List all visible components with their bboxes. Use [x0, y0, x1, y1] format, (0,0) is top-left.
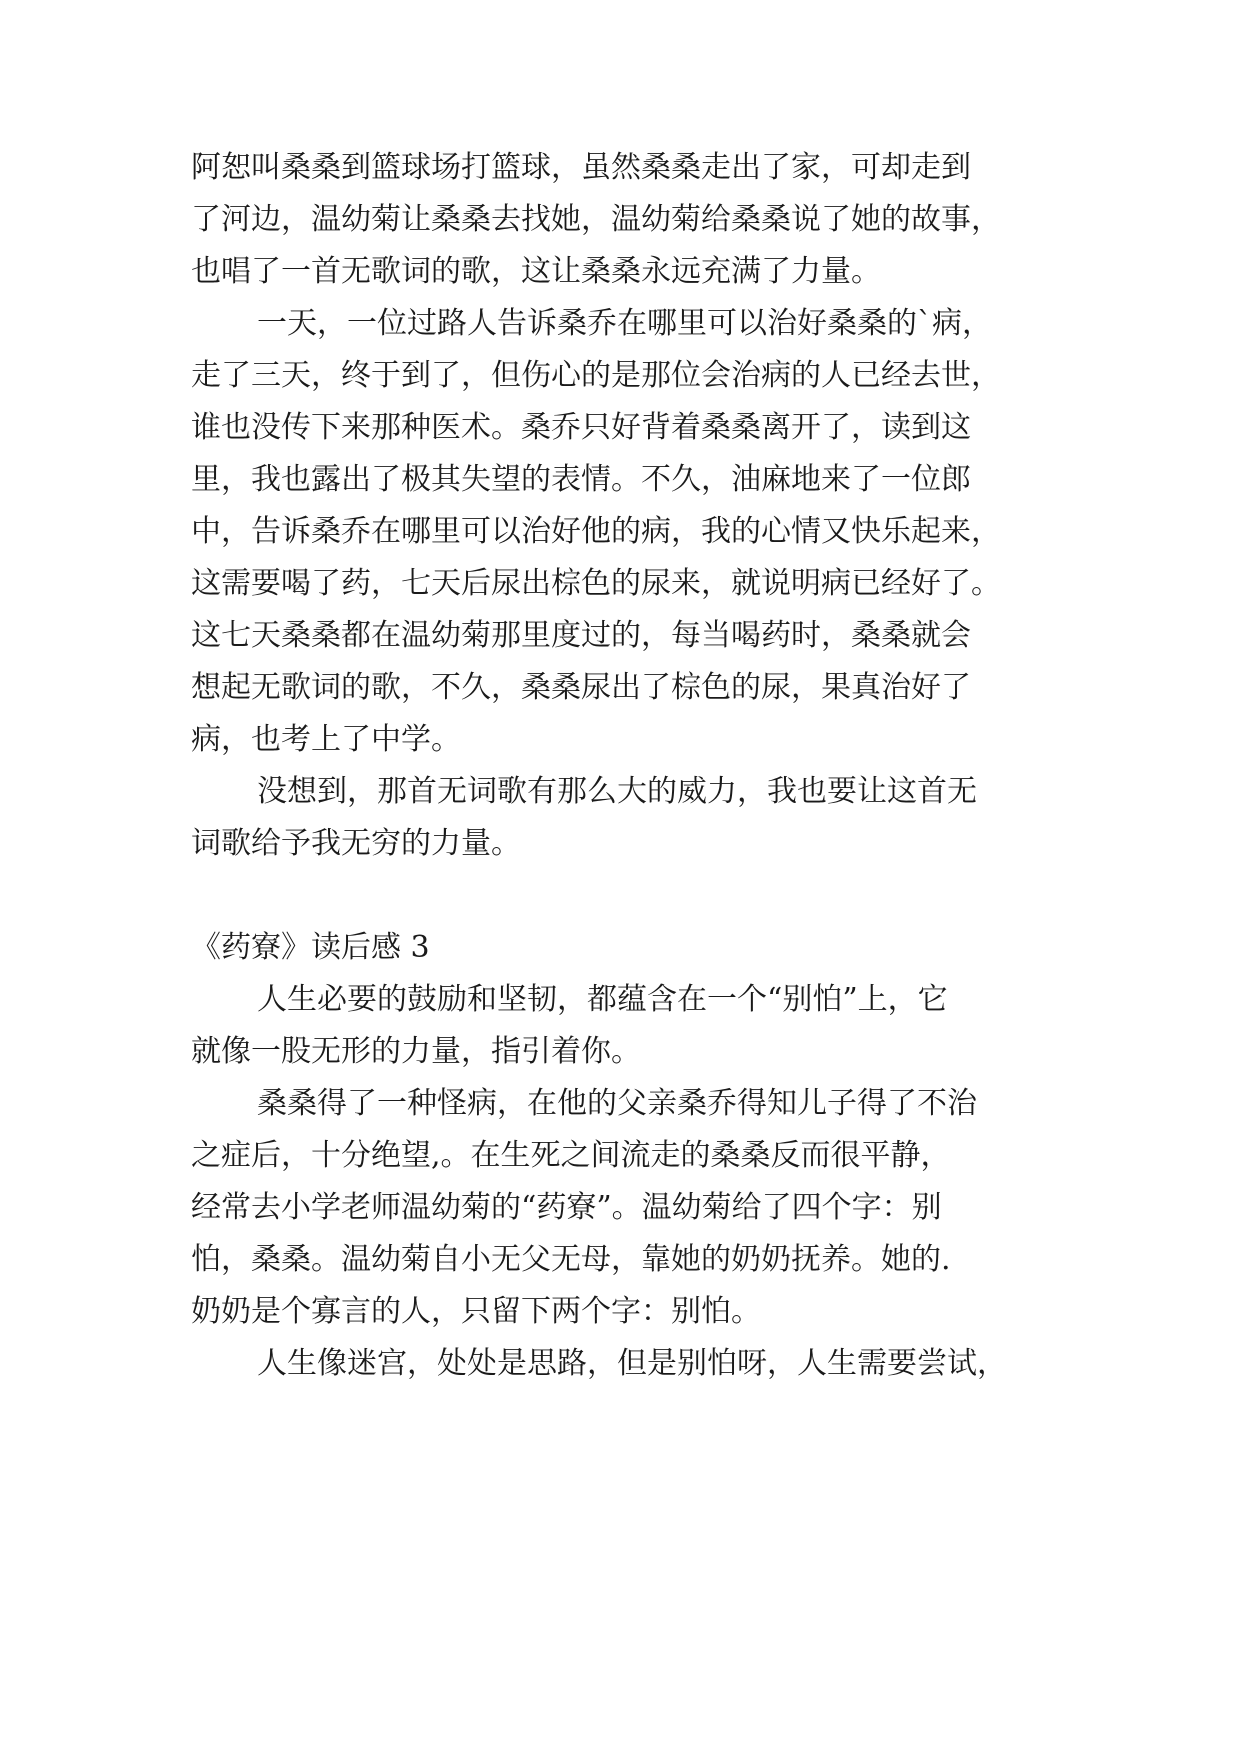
paragraph-line: 里，我也露出了极其失望的表情。不久，油麻地来了一位郎	[191, 462, 971, 497]
paragraph-line: 人生必要的鼓励和坚韧，都蕴含在一个“别怕”上，它	[257, 982, 948, 1017]
paragraph-line: 谁也没传下来那种医术。桑乔只好背着桑桑离开了，读到这	[191, 410, 971, 445]
paragraph-line: 中，告诉桑乔在哪里可以治好他的病，我的心情又快乐起来，	[191, 514, 1001, 549]
paragraph-line: 这七天桑桑都在温幼菊那里度过的，每当喝药时，桑桑就会	[191, 618, 971, 653]
paragraph-line: 阿恕叫桑桑到篮球场打篮球，虽然桑桑走出了家，可却走到	[191, 150, 971, 185]
paragraph-line: 了河边，温幼菊让桑桑去找她，温幼菊给桑桑说了她的故事，	[191, 202, 1001, 237]
paragraph-line: 之症后，十分绝望,。在生死之间流走的桑桑反而很平静，	[191, 1138, 951, 1173]
paragraph-line: 这需要喝了药，七天后尿出棕色的尿来，就说明病已经好了。	[191, 566, 1001, 601]
paragraph-line: 想起无歌词的歌，不久，桑桑尿出了棕色的尿，果真治好了	[191, 670, 971, 705]
paragraph-line: 病，也考上了中学。	[191, 722, 461, 757]
paragraph-line: 就像一股无形的力量，指引着你。	[191, 1034, 641, 1069]
paragraph-line: 没想到，那首无词歌有那么大的威力，我也要让这首无	[257, 774, 977, 809]
paragraph-line: 一天，一位过路人告诉桑乔在哪里可以治好桑桑的`病，	[257, 306, 992, 341]
paragraph-line: 走了三天，终于到了，但伤心的是那位会治病的人已经去世，	[191, 358, 1001, 393]
section-title: 《药寮》读后感 3	[191, 930, 430, 965]
paragraph-line: 词歌给予我无穷的力量。	[191, 826, 521, 861]
paragraph-line: 也唱了一首无歌词的歌，这让桑桑永远充满了力量。	[191, 254, 881, 289]
paragraph-line: 怕，桑桑。温幼菊自小无父无母，靠她的奶奶抚养。她的.	[191, 1242, 951, 1277]
paragraph-line: 人生像迷宫，处处是思路，但是别怕呀，人生需要尝试，	[257, 1346, 1007, 1381]
paragraph-line: 奶奶是个寡言的人，只留下两个字：别怕。	[191, 1294, 761, 1329]
paragraph-line: 经常去小学老师温幼菊的“药寮”。温幼菊给了四个字：别	[191, 1190, 942, 1225]
paragraph-line: 桑桑得了一种怪病，在他的父亲桑乔得知儿子得了不治	[257, 1086, 977, 1121]
